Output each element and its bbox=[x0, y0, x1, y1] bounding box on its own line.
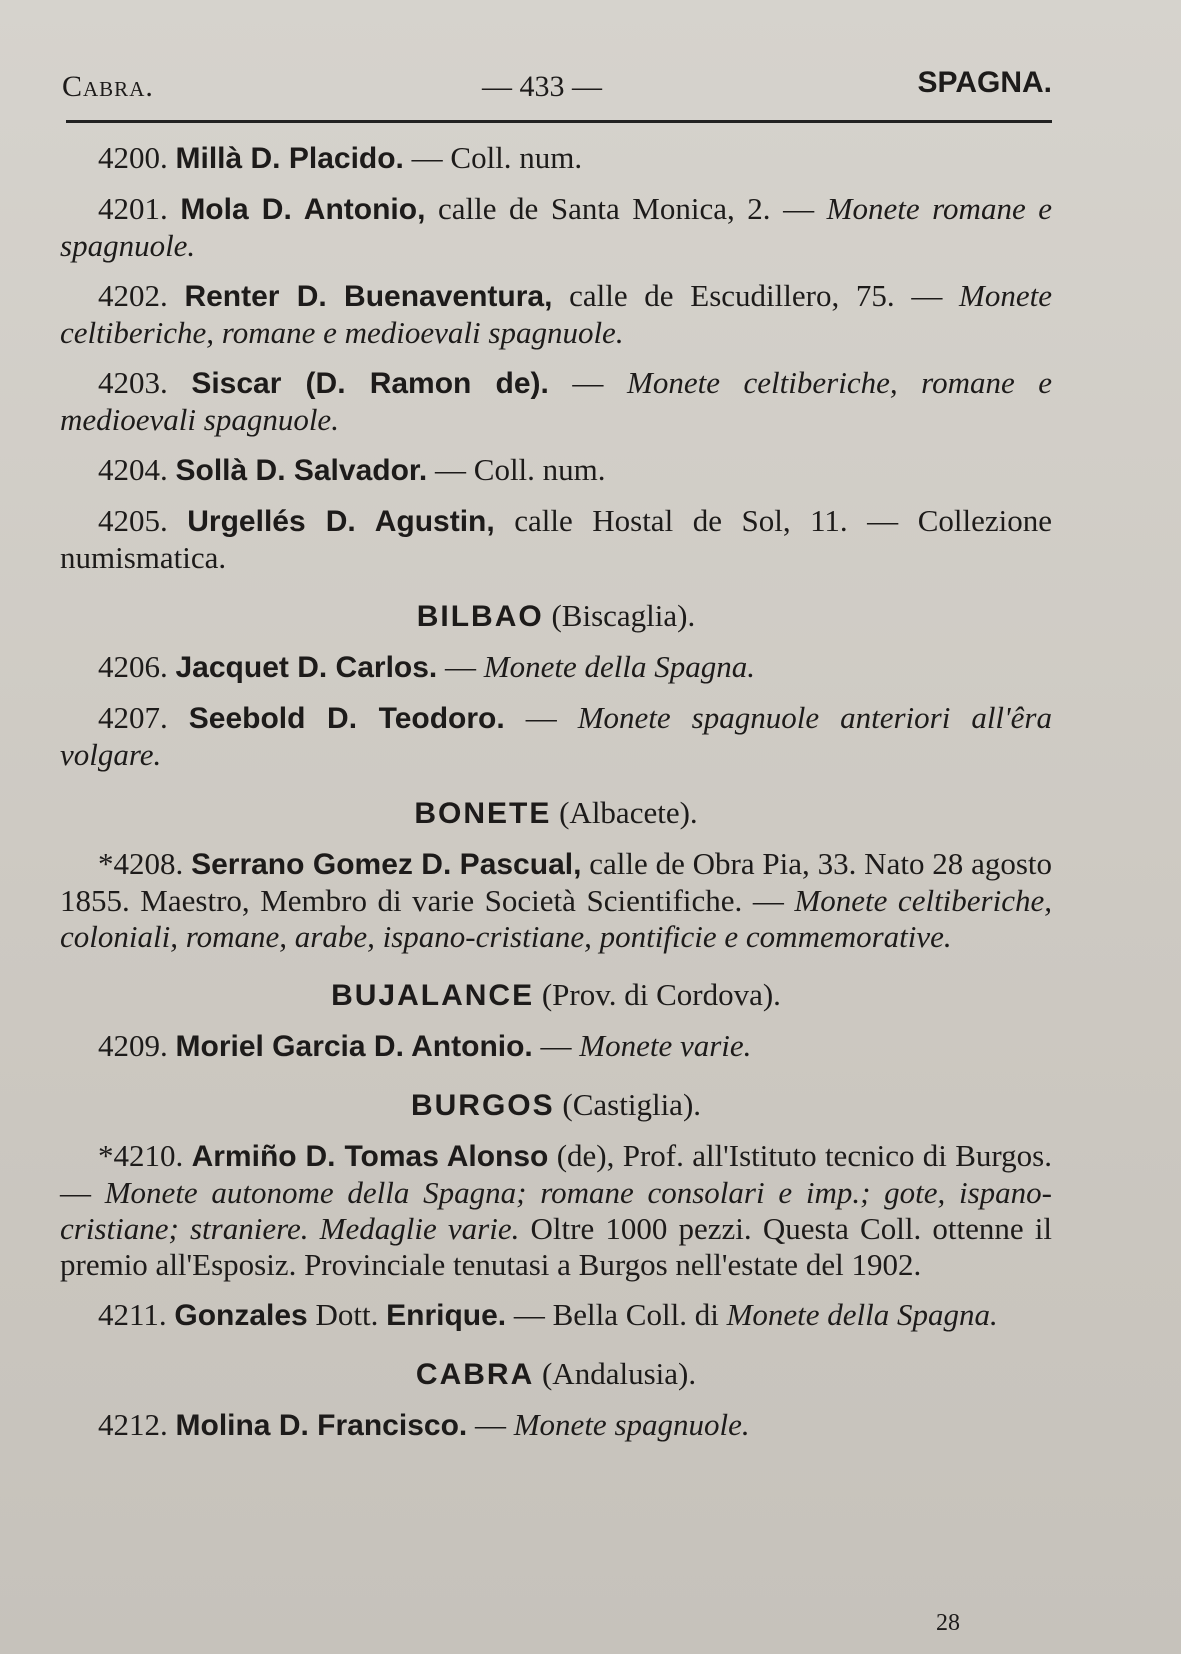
entry-name: Renter D. Buenaventura, bbox=[184, 280, 553, 313]
entry-name: Moriel Garcia D. Antonio. bbox=[175, 1030, 533, 1063]
entry-desc: Monete celtiberiche, coloniali, romane, arabe, ispano-cristiane, pontificie e commemorative. bbox=[60, 883, 1052, 954]
entry-num: 4205. bbox=[98, 503, 168, 538]
entry-name: Jacquet D. Carlos. bbox=[175, 651, 438, 684]
entry-desc: Monete spagnuole anteriori all'êra volgare. bbox=[60, 700, 1052, 772]
entry-num: 4209. bbox=[98, 1028, 168, 1063]
entry-desc: Monete romane e spagnuole. bbox=[60, 191, 1053, 263]
entry-name: Siscar (D. Ramon de). bbox=[191, 367, 549, 400]
entry-4204 bbox=[60, 452, 1052, 489]
entry-4201 bbox=[60, 191, 1052, 264]
entry-4205 bbox=[60, 503, 1052, 576]
entry-text: calle de Obra Pia, 33. Nato 28 agosto 1855. Maestro, Membro di varie Società Scientifiche. — bbox=[60, 846, 1053, 918]
entry-4200 bbox=[60, 140, 1052, 177]
city-heading-burgos: BURGOS (Castiglia). bbox=[410, 1087, 702, 1122]
entry-num: *4208. bbox=[98, 846, 184, 881]
entry-name: Mola D. Antonio, bbox=[180, 193, 426, 226]
entry-name: Millà D. Placido. bbox=[175, 142, 404, 175]
entry-num: 4206. bbox=[98, 649, 168, 684]
entry-num: 4203. bbox=[98, 365, 168, 400]
entry-text: calle de Santa Monica, 2. — bbox=[425, 191, 815, 226]
entry-4208 bbox=[60, 846, 1052, 955]
entry-text: — bbox=[504, 700, 557, 735]
entry-4211: 4211. Gonzales Dott. Enrique. — Bella Coll. di Monete della Spagna. bbox=[98, 1297, 998, 1332]
entry-4207 bbox=[60, 700, 1052, 773]
entry-text: calle Hostal de Sol, 11. — Collezione numismatica. bbox=[60, 503, 1052, 575]
entry-text: calle de Escudillero, 75. — bbox=[552, 278, 943, 313]
signature-mark: 28 bbox=[936, 1610, 960, 1636]
header-right: SPAGNA. bbox=[917, 66, 1052, 99]
page-body bbox=[60, 140, 1052, 1458]
entry-num: 4207. bbox=[98, 700, 168, 735]
entry-num: 4202. bbox=[98, 278, 168, 313]
entry-4210: *4210. Armiño D. Tomas Alonso (de), Prof. all'Istituto tecnico di Burgos. — Monete autonome della Spagna; romane consolari e imp.; gote, ispano-cristiane; straniere. Medaglie varie. Oltre 1000 pezzi. Questa Coll. ottenne il premio all'Esposiz. Provinciale tenutasi a Burgos nell'estate del 1902. bbox=[60, 1138, 1052, 1282]
entry-num: 4201. bbox=[98, 191, 168, 226]
city-heading-bonete: BONETE (Albacete). bbox=[414, 795, 698, 830]
entry-desc: Monete della Spagna. bbox=[483, 649, 755, 684]
entry-desc: Monete celtiberiche, romane e medioevali spagnuole. bbox=[60, 365, 1053, 437]
entry-name: Sollà D. Salvador. bbox=[175, 454, 428, 487]
city-heading-bujalance: BUJALANCE (Prov. di Cordova). bbox=[331, 977, 781, 1012]
city-heading-bilbao: BILBAO (Biscaglia). bbox=[416, 598, 696, 633]
entry-num: 4200. bbox=[98, 140, 168, 175]
header-rule bbox=[66, 120, 1052, 123]
entry-4206 bbox=[60, 649, 1052, 686]
city-heading-cabra: CABRA (Andalusia). bbox=[415, 1356, 697, 1391]
entry-name: Seebold D. Teodoro. bbox=[188, 702, 505, 735]
entry-desc: Monete celtiberiche, romane e medioevali spagnuole. bbox=[60, 278, 1053, 350]
entry-text: — Coll. num. bbox=[427, 452, 606, 487]
entries-bonete bbox=[60, 846, 1052, 955]
entry-text: — Coll. num. bbox=[403, 140, 583, 175]
entry-4212: 4212. Molina D. Francisco. — Monete spagnuole. bbox=[98, 1407, 750, 1442]
entry-name: Urgellés D. Agustin, bbox=[187, 505, 495, 538]
entry-text: — bbox=[532, 1028, 572, 1063]
running-header bbox=[62, 64, 1052, 108]
entries-bilbao bbox=[60, 649, 1052, 773]
entry-num: 4204. bbox=[98, 452, 168, 487]
entry-desc: Monete varie. bbox=[579, 1028, 752, 1063]
entry-4202 bbox=[60, 278, 1052, 351]
entry-4203 bbox=[60, 365, 1052, 438]
header-left: Cabra. bbox=[62, 70, 154, 103]
entries-bujalance bbox=[60, 1028, 1052, 1065]
entries-barcelona bbox=[60, 140, 1052, 576]
entry-name: Serrano Gomez D. Pascual, bbox=[191, 848, 582, 881]
page-number: — 433 — bbox=[482, 70, 602, 103]
entry-4209 bbox=[60, 1028, 1052, 1065]
entry-text: — bbox=[437, 649, 477, 684]
entry-text: — bbox=[548, 365, 604, 400]
